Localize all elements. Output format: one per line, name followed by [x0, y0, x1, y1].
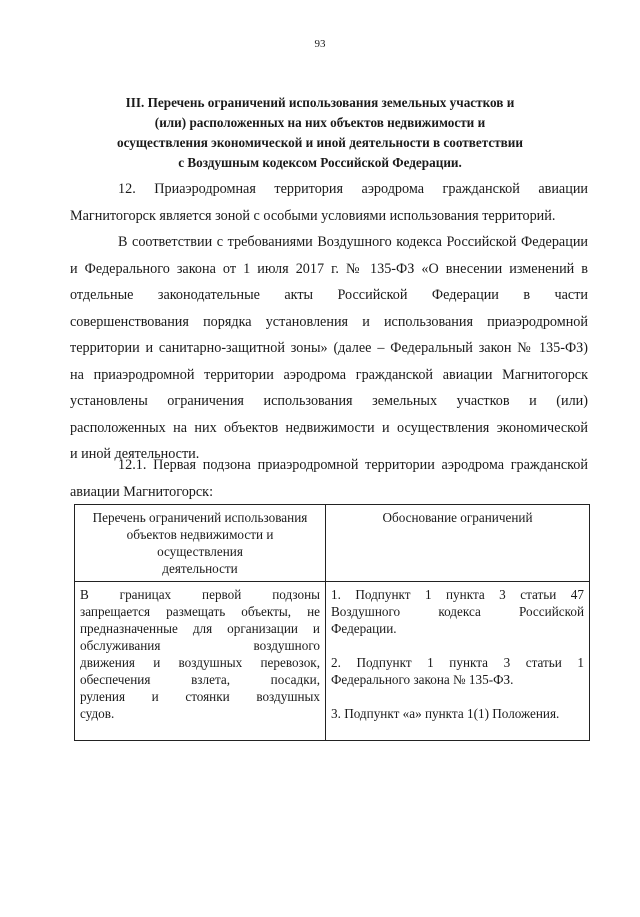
- text-line: авиации Магнитогорск:: [70, 483, 214, 500]
- cell-line: обеспечения взлета, посадки,: [80, 672, 320, 687]
- header-line: деятельности: [162, 561, 238, 576]
- text-line: отдельные законодательные акты Российской Федерации в части: [70, 287, 588, 303]
- cell-line: Федерации.: [331, 621, 397, 636]
- page-number: 93: [314, 38, 326, 50]
- cell-line: движения и воздушных перевозок,: [80, 655, 320, 670]
- paragraph-requirements: [70, 229, 588, 468]
- paragraph-12-1: [70, 452, 588, 505]
- text-line: Магнитогорск является зоной с особыми условиями использования территорий.: [70, 207, 556, 224]
- cell-line: В границах первой подзоны: [80, 587, 320, 602]
- heading-line: (или) расположенных на них объектов недвижимости и: [154, 115, 486, 130]
- restrictions-table: [74, 504, 590, 741]
- restriction-cell: [75, 582, 326, 741]
- text-line: 12.1. Первая подзона приаэродромной территории аэродрома гражданской: [118, 457, 588, 473]
- text-line: территории и санитарно-защитной зоны» (далее – Федеральный закон № 135-ФЗ): [70, 340, 588, 356]
- cell-line: судов.: [80, 706, 115, 721]
- cell-line: предназначенные для организации и: [80, 621, 320, 636]
- cell-line: руления и стоянки воздушных: [80, 689, 320, 704]
- text-line: совершенствования порядка установления и использования приаэродромной: [70, 313, 588, 330]
- text-line: на приаэродромной территории аэродрома гражданской авиации Магнитогорск: [70, 366, 588, 383]
- text-line: и Федерального закона от 1 июля 2017 г. № 135-ФЗ «О внесении изменений в: [70, 260, 588, 277]
- section-heading: [90, 93, 550, 173]
- justification-cell: [326, 582, 590, 741]
- header-line: Перечень ограничений использования: [92, 510, 308, 525]
- table-row: [75, 582, 590, 741]
- text-line: В соответствии с требованиями Воздушного кодекса Российской Федерации: [118, 234, 588, 250]
- heading-line: с Воздушным кодексом Российской Федерации.: [178, 155, 462, 170]
- text-line: 12. Приаэродромная территория аэродрома гражданской авиации: [118, 181, 588, 197]
- header-line: объектов недвижимости и: [126, 527, 274, 542]
- cell-line: обслуживания воздушного: [80, 638, 320, 653]
- header-line: осуществления: [157, 544, 243, 559]
- heading-line: III. Перечень ограничений использования земельных участков и: [125, 95, 515, 110]
- cell-line: Воздушного кодекса Российской: [331, 604, 584, 619]
- header-cell-restrictions: [75, 505, 326, 582]
- cell-line: Федерального закона № 135-ФЗ.: [331, 672, 514, 687]
- cell-line: 1. Подпункт 1 пункта 3 статьи 47: [331, 587, 584, 602]
- cell-line: запрещается размещать объекты, не: [80, 604, 320, 619]
- text-line: установлены ограничения использования земельных участков и (или): [70, 393, 588, 409]
- table-header-row: [75, 505, 590, 582]
- heading-line: осуществления экономической и иной деятельности в соответствии: [116, 135, 524, 150]
- paragraph-12: [70, 176, 588, 229]
- text-line: и иной деятельности.: [70, 446, 200, 462]
- cell-line: 2. Подпункт 1 пункта 3 статьи 1: [331, 655, 584, 670]
- header-cell-justification: Обоснование ограничений: [326, 505, 590, 582]
- text-line: расположенных на них объектов недвижимости и осуществления экономической: [70, 419, 588, 436]
- cell-line: 3. Подпункт «а» пункта 1(1) Положения.: [331, 706, 560, 721]
